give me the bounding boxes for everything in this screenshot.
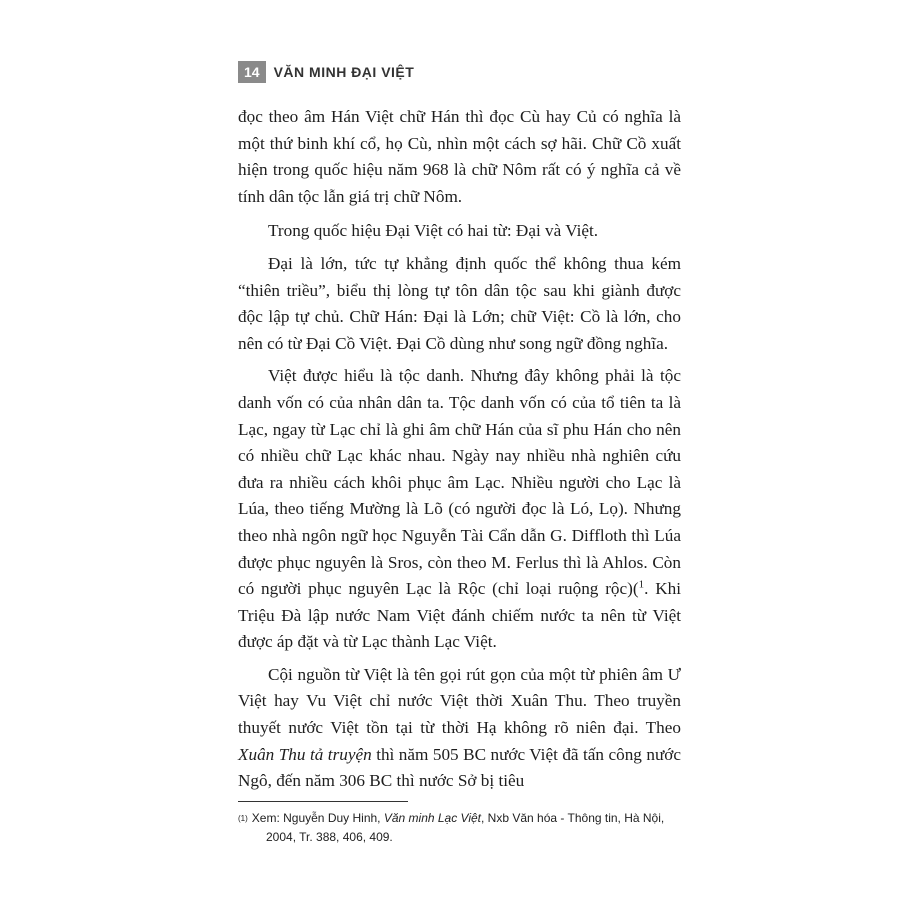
running-header [238,61,414,83]
paragraph: Đại là lớn, tức tự khẳng định quốc thể không thua kém “thiên triều”, biểu thị lòng tự tôn dân tộc sau khi giành được độc lập tự chủ. Chữ Hán: Đại là Lớn; chữ Việt: Cồ là lớn, cho nên có từ Đại Cồ Việt. Đại Cồ dùng như song ngữ đồng nghĩa. [238,253,681,353]
footnote-citation: Văn minh Lạc Việt [383,811,482,825]
page-number: 14 [238,61,266,83]
paragraph [238,363,681,656]
footnote-divider [238,801,408,802]
paragraph: đọc theo âm Hán Việt chữ Hán thì đọc Cù hay Củ có nghĩa là một thứ binh khí cổ, họ Cù, nhìn một cách sợ hãi. Chữ Cồ xuất hiện trong quốc hiệu năm 968 là chữ Nôm rất có ý nghĩa cả về tính dân tộc lẫn giá trị chữ Nôm. [238,107,681,206]
footnote-line [238,809,688,828]
book-citation: Xuân Thu tả truyện [238,744,372,764]
footnote [238,809,688,847]
paragraph-text: . Khi Triệu Đà lập nước Nam Việt đánh chiếm nước ta nên từ Việt được áp đặt và từ Lạc thành Lạc Việt. [238,579,682,652]
paragraph-text: Cội nguồn từ Việt là tên gọi rút gọn của một từ phiên âm Ư Việt hay Vu Việt chỉ nước Việt thời Xuân Thu. Theo truyền thuyết nước Việt tồn tại từ thời Hạ không rõ niên đại. Theo [238,664,681,738]
footnote-line: 2004, Tr. 388, 406, 409. [266,830,393,844]
paragraph-text: Việt được hiểu là tộc danh. Nhưng đây không phải là tộc danh vốn có của nhân dân ta. Tộc danh vốn có của tổ tiên ta là Lạc, ngay từ Lạc chỉ là ghi âm chữ Hán của sĩ phu Hán cho nên có nhiều chữ Lạc khác nhau. Ngày nay nhiều nhà nghiên cứu đưa ra nhiều cách khôi phục âm Lạc. Nhiều người cho Lạc là Lúa, theo tiếng Mường là Lõ (có người đọc là Ló, Lọ). Nhưng theo nhà ngôn ngữ học Nguyễn Tài Cẩn dẫn G. Diffloth thì Lúa được phục nguyên là Sros, còn theo M. Ferlus thì là Ahlos. Còn có người phục nguyên Lạc là Rộc (chỉ loại ruộng rộc)( [238,366,681,599]
footnote-reference: 1 [638,578,645,591]
paragraph [238,662,681,795]
paragraph-text: thì năm 505 BC nước Việt đã tấn công nước Ngô, đến năm 306 BC thì nước Sở bị tiêu [238,744,681,791]
footnote-mark: (1) [238,814,248,823]
footnote-text: Xem: Nguyễn Duy Hinh, [251,811,384,825]
body-text [238,104,681,801]
footnote-text: , Nxb Văn hóa - Thông tin, Hà Nội, [481,811,665,825]
paragraph: Trong quốc hiệu Đại Việt có hai từ: Đại và Việt. [268,221,599,241]
book-title: VĂN MINH ĐẠI VIỆT [273,64,415,80]
